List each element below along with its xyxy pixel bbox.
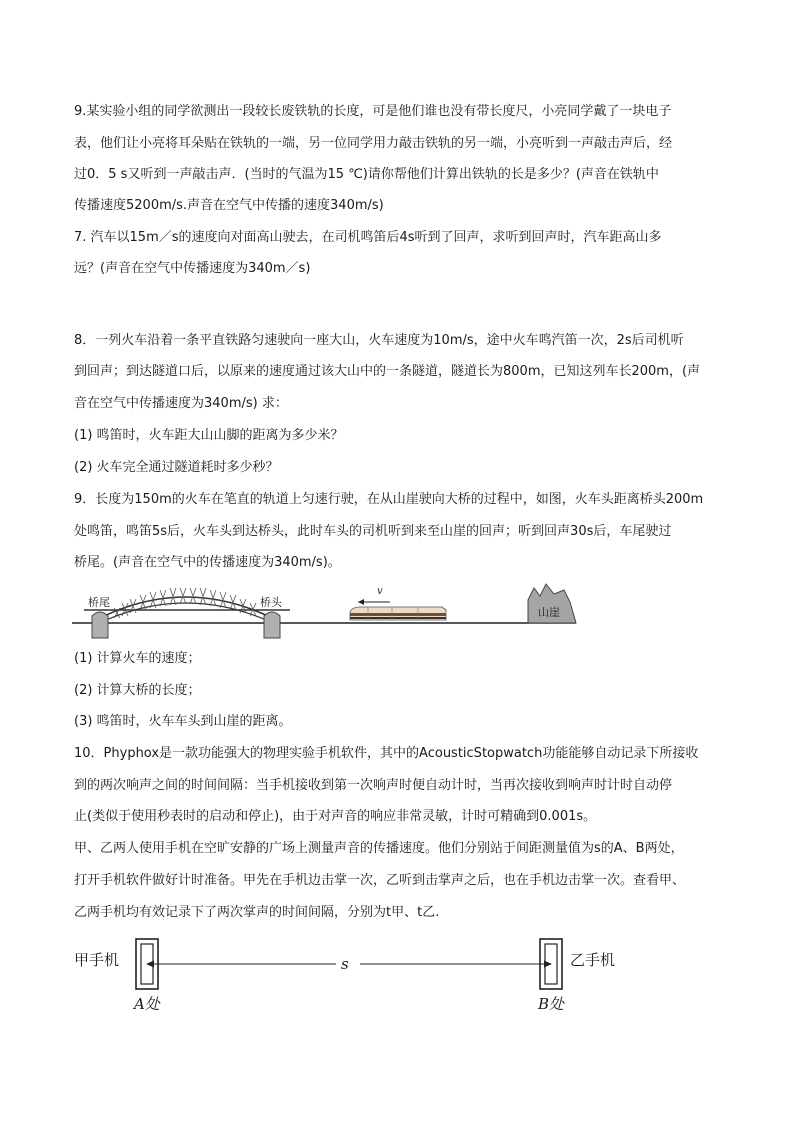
- text-line: 7. 汽车以15m／s的速度向对面高山驶去，在司机鸣笛后4s听到了回声，求听到回声时，汽车距高山多: [74, 230, 662, 245]
- text-line: 止(类似于使用秒表时的启动和停止)，由于对声音的响应非常灵敏，计时可精确到0.001s。: [74, 809, 597, 824]
- sub-question: (1) 鸣笛时，火车距大山山脚的距离为多少米？: [74, 428, 344, 443]
- text-line: 8．一列火车沿着一条平直铁路匀速驶向一座大山，火车速度为10m/s，途中火车鸣汽笛一次，2s后司机听: [74, 333, 684, 348]
- text-line: 到的两次响声之间的时间间隔：当手机接收到第一次响声时便自动计时，当再次接收到响声时计时自动停: [74, 778, 673, 793]
- text-line: 传播速度5200m/s.声音在空气中传播的速度340m/s): [74, 198, 384, 213]
- text-line: 表，他们让小亮将耳朵贴在铁轨的一端，另一位同学用力敲击铁轨的另一端，小亮听到一声敲击声后，经: [74, 136, 673, 151]
- bridge-train-cliff-figure: [70, 582, 580, 642]
- text-line: 桥尾。(声音在空气中的传播速度为340m/s)。: [74, 555, 341, 570]
- text-line: 打开手机软件做好计时准备。甲先在手机边击掌一次，乙听到击掌声之后，也在手机边击掌一次。查看甲、: [74, 873, 686, 888]
- text-line: 9．长度为150m的火车在笔直的轨道上匀速行驶，在从山崖驶向大桥的过程中，如图，火车头距离桥头200m: [74, 492, 704, 507]
- bridge-diagram: [70, 582, 580, 642]
- text-line: 处鸣笛，鸣笛5s后，火车头到达桥头，此时车头的司机听到来至山崖的回声；听到回声30s后，车尾驶过: [74, 524, 672, 539]
- phones-figure: [70, 935, 630, 1015]
- sub-question: (2) 计算大桥的长度；: [74, 683, 201, 698]
- text-line: 过0．5 s又听到一声敲击声．(当时的气温为15 ℃)请你帮他们计算出铁轨的长是多少？(声音在铁轨中: [74, 167, 659, 182]
- distance-label: s: [341, 955, 349, 973]
- text-line: 到回声；到达隧道口后，以原来的速度通过该大山中的一条隧道，隧道长为800m，已知这列车长200m，(声: [74, 364, 701, 379]
- velocity-label: v: [377, 586, 383, 597]
- text-line: 乙两手机均有效记录下了两次掌声的时间间隔，分别为t甲、t乙.: [74, 905, 440, 920]
- train-icon: [350, 607, 446, 620]
- bridge-tail-label: 桥尾: [88, 596, 110, 609]
- point-a-label: A处: [134, 995, 160, 1013]
- phone-b-label: 乙手机: [570, 951, 616, 969]
- text-line: 9.某实验小组的同学欲测出一段较长废铁轨的长度，可是他们谁也没有带长度尺，小亮同学戴了一块电子: [74, 104, 672, 119]
- sub-question: (1) 计算火车的速度；: [74, 651, 201, 666]
- phone-a-label: 甲手机: [74, 951, 120, 969]
- sub-question: (2) 火车完全通过隧道耗时多少秒？: [74, 460, 279, 475]
- point-b-label: B处: [538, 995, 565, 1013]
- text-line: 甲、乙两人使用手机在空旷安静的广场上测量声音的传播速度。他们分别站于间距测量值为s的A、B两处，: [74, 841, 684, 856]
- text-line: 10．Phyphox是一款功能强大的物理实验手机软件，其中的AcousticStopwatch功能能够自动记录下所接收: [74, 746, 699, 761]
- cliff-label: 山崖: [538, 606, 560, 619]
- bridge-head-label: 桥头: [260, 596, 282, 609]
- text-line: 音在空气中传播速度为340m/s) 求：: [74, 396, 288, 411]
- text-line: 远？(声音在空气中传播速度为340m／s): [74, 261, 311, 276]
- sub-question: (3) 鸣笛时，火车车头到山崖的距离。: [74, 714, 292, 729]
